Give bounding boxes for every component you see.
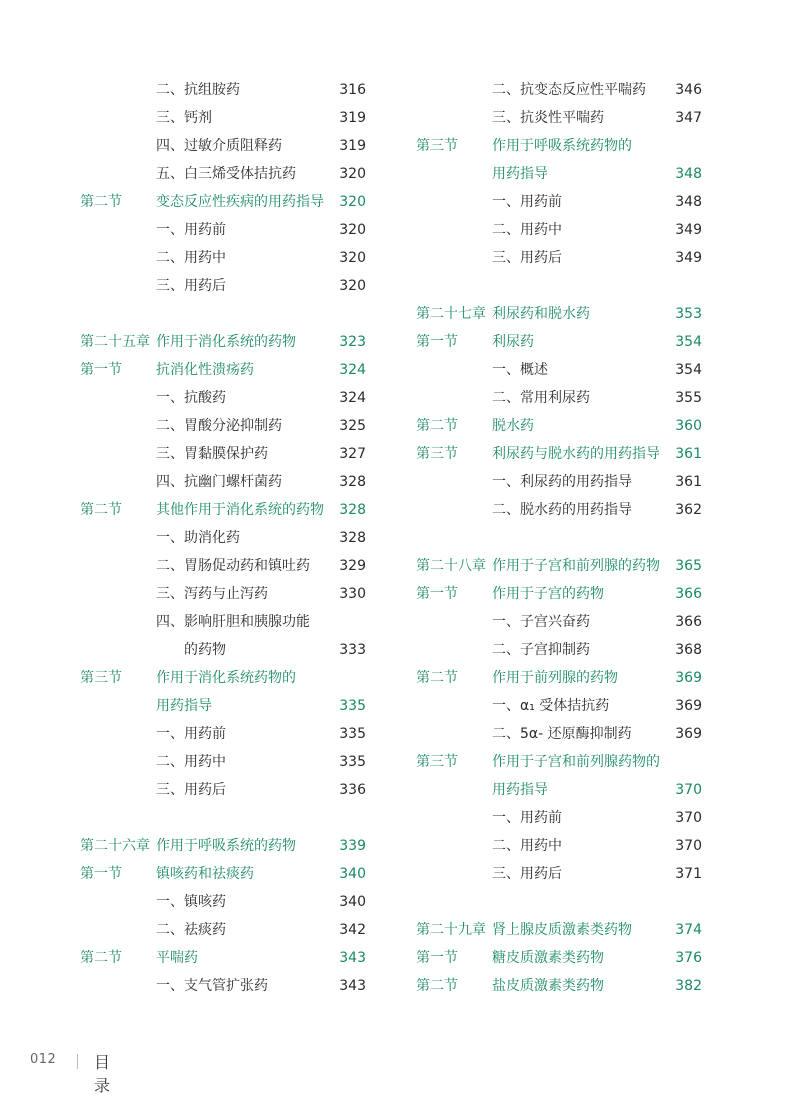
item-title: 一、抗酸药 [156, 390, 226, 406]
page-ref: 328 [339, 530, 366, 546]
chapter-label: 第二十九章 [416, 922, 486, 938]
item-title: 三、用药后 [492, 866, 562, 882]
item-title: 一、支气管扩张药 [156, 978, 268, 994]
page-ref: 333 [339, 642, 366, 658]
toc-section-row[interactable] [416, 328, 702, 356]
item-title: 二、用药中 [492, 838, 562, 854]
toc-chapter-row[interactable] [416, 916, 702, 944]
toc-section-row[interactable] [80, 496, 366, 524]
section-label: 第二节 [80, 502, 122, 518]
chapter-label: 第二十五章 [80, 334, 150, 350]
page-ref: 343 [339, 978, 366, 994]
chapter-label: 第二十七章 [416, 306, 486, 322]
toc-section-row[interactable] [416, 160, 702, 188]
item-title: 二、常用利尿药 [492, 390, 590, 406]
section-label: 第二节 [80, 194, 122, 210]
toc-item-row[interactable] [416, 244, 702, 272]
item-title: 一、利尿药的用药指导 [492, 474, 632, 490]
page-ref: 382 [675, 978, 702, 994]
section-title: 镇咳药和祛痰药 [156, 866, 254, 882]
section-title: 盐皮质激素类药物 [492, 978, 604, 994]
page-ref: 360 [675, 418, 702, 434]
toc-section-row[interactable] [416, 776, 702, 804]
toc-section-row[interactable] [416, 664, 702, 692]
page-ref: 325 [339, 418, 366, 434]
toc-item-row[interactable] [80, 776, 366, 804]
page-ref: 368 [675, 642, 702, 658]
section-title: 利尿药 [492, 334, 534, 350]
section-label: 第二节 [416, 978, 458, 994]
page-ref: 374 [675, 922, 702, 938]
page-ref: 369 [675, 670, 702, 686]
toc-item-row[interactable] [416, 496, 702, 524]
toc-item-row[interactable] [80, 132, 366, 160]
page-number: 012 [30, 1052, 57, 1067]
toc-chapter-row[interactable] [416, 300, 702, 328]
page-ref: 320 [339, 222, 366, 238]
item-title: 三、钙剂 [156, 110, 212, 126]
toc-item-row[interactable] [80, 580, 366, 608]
toc-item-row[interactable] [80, 720, 366, 748]
toc-item-row[interactable] [416, 832, 702, 860]
section-title: 利尿药与脱水药的用药指导 [492, 446, 660, 462]
toc-item-row[interactable] [416, 468, 702, 496]
toc-section-row[interactable] [80, 860, 366, 888]
toc-section-row[interactable] [416, 580, 702, 608]
toc-section-row[interactable] [416, 132, 702, 160]
chapter-label: 第二十六章 [80, 838, 150, 854]
toc-section-row[interactable] [80, 664, 366, 692]
item-title: 一、概述 [492, 362, 548, 378]
page-ref: 329 [339, 558, 366, 574]
chapter-label: 第二十八章 [416, 558, 486, 574]
page-ref: 370 [675, 782, 702, 798]
toc-spacer [416, 888, 702, 916]
toc-item-row[interactable] [80, 160, 366, 188]
toc-item-row[interactable] [416, 76, 702, 104]
item-title: 四、过敏介质阻释药 [156, 138, 282, 154]
section-title: 其他作用于消化系统的药物 [156, 502, 324, 518]
toc-item-row[interactable] [80, 216, 366, 244]
section-title: 作用于子宫的药物 [492, 586, 604, 602]
toc-item-row[interactable] [80, 244, 366, 272]
page-ref: 366 [675, 614, 702, 630]
item-title: 二、胃酸分泌抑制药 [156, 418, 282, 434]
page-ref: 324 [339, 390, 366, 406]
item-title: 二、抗变态反应性平喘药 [492, 82, 646, 98]
toc-spacer [416, 524, 702, 552]
item-title: 一、用药前 [492, 194, 562, 210]
item-title: 三、用药后 [492, 250, 562, 266]
section-label: 第三节 [416, 446, 458, 462]
toc-spacer [80, 300, 366, 328]
toc-item-row[interactable] [80, 104, 366, 132]
item-title: 二、胃肠促动药和镇吐药 [156, 558, 310, 574]
section-label: 第一节 [416, 334, 458, 350]
page-ref: 320 [339, 194, 366, 210]
item-title: 二、用药中 [156, 754, 226, 770]
page-ref: 376 [675, 950, 702, 966]
page-ref: 370 [675, 838, 702, 854]
section-title: 平喘药 [156, 950, 198, 966]
page-ref: 324 [339, 362, 366, 378]
item-title: 一、子宫兴奋药 [492, 614, 590, 630]
toc-left-column [80, 76, 366, 1000]
toc-item-row[interactable] [80, 748, 366, 776]
toc-right-column [416, 76, 702, 1000]
page-ref: 328 [339, 474, 366, 490]
section-title: 作用于子宫和前列腺药物的 [492, 754, 660, 770]
page-ref: 354 [675, 334, 702, 350]
item-title: 三、胃黏膜保护药 [156, 446, 268, 462]
section-title: 作用于呼吸系统药物的 [492, 138, 632, 154]
page-ref: 348 [675, 166, 702, 182]
toc-item-row[interactable] [80, 552, 366, 580]
toc-section-row[interactable] [80, 356, 366, 384]
toc-item-row[interactable] [416, 720, 702, 748]
section-title: 作用于消化系统药物的 [156, 670, 296, 686]
toc-spacer [416, 272, 702, 300]
toc-item-row[interactable] [416, 188, 702, 216]
page-ref: 369 [675, 698, 702, 714]
page-ref: 330 [339, 586, 366, 602]
page-ref: 348 [675, 194, 702, 210]
page-ref: 343 [339, 950, 366, 966]
section-title: 用药指导 [492, 166, 548, 182]
section-title: 抗消化性溃疡药 [156, 362, 254, 378]
page-ref: 316 [339, 82, 366, 98]
toc-item-row[interactable] [416, 104, 702, 132]
page-ref: 339 [339, 838, 366, 854]
page-ref: 323 [339, 334, 366, 350]
toc-section-row[interactable] [416, 412, 702, 440]
toc-chapter-row[interactable] [80, 328, 366, 356]
toc-item-row[interactable] [416, 356, 702, 384]
toc-item-row[interactable] [80, 636, 366, 664]
section-label: 第一节 [416, 586, 458, 602]
section-label: 第二节 [416, 670, 458, 686]
toc-spacer [80, 804, 366, 832]
page-ref: 335 [339, 754, 366, 770]
toc-section-row[interactable] [80, 188, 366, 216]
item-title: 四、抗幽门螺杆菌药 [156, 474, 282, 490]
page-ref: 365 [675, 558, 702, 574]
toc-item-row[interactable] [80, 468, 366, 496]
section-label: 第一节 [416, 950, 458, 966]
toc-item-row[interactable] [416, 692, 702, 720]
page-ref: 353 [675, 306, 702, 322]
toc-item-row[interactable] [416, 860, 702, 888]
page-ref: 328 [339, 502, 366, 518]
item-title: 三、用药后 [156, 278, 226, 294]
toc-item-row[interactable] [416, 384, 702, 412]
toc-item-row[interactable] [80, 440, 366, 468]
toc-item-row[interactable] [416, 804, 702, 832]
page-ref: 347 [675, 110, 702, 126]
chapter-title: 作用于子宫和前列腺的药物 [492, 558, 660, 574]
chapter-title: 肾上腺皮质激素类药物 [492, 922, 632, 938]
page-ref: 327 [339, 446, 366, 462]
section-title: 用药指导 [492, 782, 548, 798]
section-title: 脱水药 [492, 418, 534, 434]
page-ref: 320 [339, 278, 366, 294]
page-ref: 370 [675, 810, 702, 826]
toc-item-row[interactable] [80, 916, 366, 944]
page-ref: 369 [675, 726, 702, 742]
chapter-title: 作用于呼吸系统的药物 [156, 838, 296, 854]
section-title: 作用于前列腺的药物 [492, 670, 618, 686]
item-title: 一、用药前 [492, 810, 562, 826]
chapter-title: 作用于消化系统的药物 [156, 334, 296, 350]
item-title: 二、子宫抑制药 [492, 642, 590, 658]
item-title: 二、用药中 [492, 222, 562, 238]
page-ref: 335 [339, 726, 366, 742]
page-ref: 349 [675, 250, 702, 266]
footer-section-title: 目录 [94, 1053, 125, 1095]
page-ref: 335 [339, 698, 366, 714]
page-ref: 342 [339, 922, 366, 938]
page-ref: 349 [675, 222, 702, 238]
chapter-title: 利尿药和脱水药 [492, 306, 590, 322]
item-title: 二、5α- 还原酶抑制药 [492, 726, 632, 742]
item-title: 三、泻药与止泻药 [156, 586, 268, 602]
item-title: 三、用药后 [156, 782, 226, 798]
item-title: 三、抗炎性平喘药 [492, 110, 604, 126]
item-title: 五、白三烯受体拮抗药 [156, 166, 296, 182]
section-label: 第三节 [416, 754, 458, 770]
item-title: 一、用药前 [156, 222, 226, 238]
toc-section-row[interactable] [416, 440, 702, 468]
toc-item-row[interactable] [416, 636, 702, 664]
item-title: 一、用药前 [156, 726, 226, 742]
item-title: 二、脱水药的用药指导 [492, 502, 632, 518]
item-title: 二、用药中 [156, 250, 226, 266]
page-ref: 340 [339, 894, 366, 910]
section-label: 第二节 [416, 418, 458, 434]
toc-chapter-row[interactable] [416, 552, 702, 580]
section-label: 第一节 [80, 362, 122, 378]
page-ref: 320 [339, 250, 366, 266]
page-ref: 361 [675, 446, 702, 462]
page-ref: 340 [339, 866, 366, 882]
page-ref: 371 [675, 866, 702, 882]
toc-item-row[interactable] [80, 972, 366, 1000]
page-ref: 362 [675, 502, 702, 518]
toc-item-row[interactable] [416, 216, 702, 244]
item-title: 二、祛痰药 [156, 922, 226, 938]
section-title: 变态反应性疾病的用药指导 [156, 194, 324, 210]
page-ref: 320 [339, 166, 366, 182]
toc-item-row[interactable] [80, 888, 366, 916]
toc-item-row[interactable] [80, 524, 366, 552]
page-ref: 336 [339, 782, 366, 798]
page-ref: 354 [675, 362, 702, 378]
section-title: 糖皮质激素类药物 [492, 950, 604, 966]
page-ref: 366 [675, 586, 702, 602]
section-label: 第三节 [416, 138, 458, 154]
section-label: 第三节 [80, 670, 122, 686]
section-label: 第一节 [80, 866, 122, 882]
toc-item-row[interactable] [416, 608, 702, 636]
page-ref: 319 [339, 110, 366, 126]
toc-item-row[interactable] [80, 412, 366, 440]
section-title: 用药指导 [156, 698, 212, 714]
section-label: 第二节 [80, 950, 122, 966]
toc-section-row[interactable] [416, 972, 702, 1000]
toc-chapter-row[interactable] [80, 832, 366, 860]
toc-item-row[interactable] [80, 608, 366, 636]
item-title: 一、助消化药 [156, 530, 240, 546]
item-title: 二、抗组胺药 [156, 82, 240, 98]
toc-section-row[interactable] [416, 748, 702, 776]
toc-section-row[interactable] [80, 944, 366, 972]
item-title: 一、α₁ 受体拮抗药 [492, 698, 610, 714]
toc-item-row[interactable] [80, 272, 366, 300]
toc-section-row[interactable] [80, 692, 366, 720]
item-title: 一、镇咳药 [156, 894, 226, 910]
page-ref: 346 [675, 82, 702, 98]
toc-section-row[interactable] [416, 944, 702, 972]
page-ref: 361 [675, 474, 702, 490]
page-ref: 319 [339, 138, 366, 154]
toc-item-row[interactable] [80, 76, 366, 104]
page-ref: 355 [675, 390, 702, 406]
footer-divider [77, 1054, 78, 1069]
item-title: 四、影响肝胆和胰腺功能 [156, 614, 310, 630]
toc-item-row[interactable] [80, 384, 366, 412]
item-title: 的药物 [156, 642, 226, 658]
